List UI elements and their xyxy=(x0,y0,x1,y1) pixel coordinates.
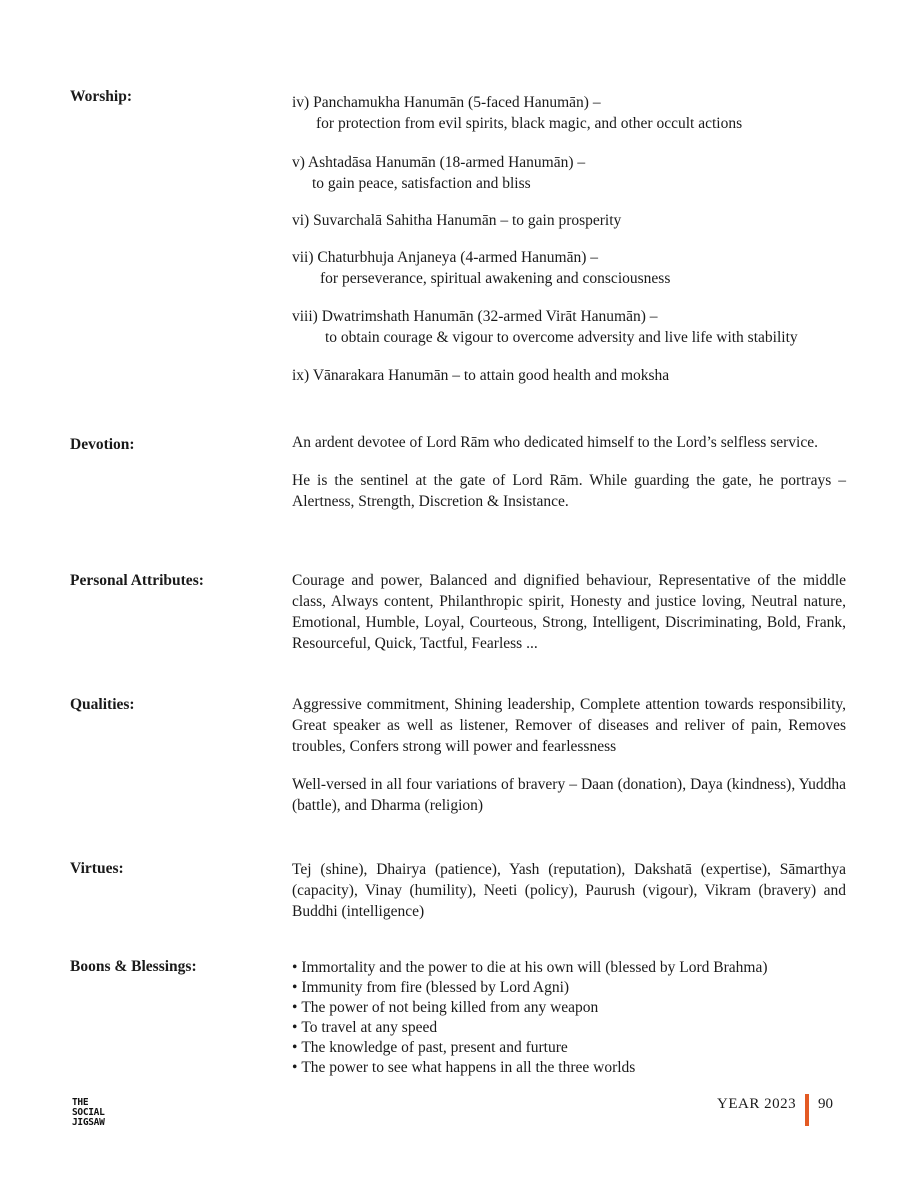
virtues-label: Virtues: xyxy=(70,860,124,877)
devotion-paragraph: He is the sentinel at the gate of Lord Rām. While guarding the gate, he portrays – Alertness, Strength, Discretion & Insistance. xyxy=(292,472,846,510)
worship-item-title: viii) Dwatrimshath Hanumān (32-armed Virāt Hanumān) – xyxy=(292,308,658,325)
attributes-paragraph: Courage and power, Balanced and dignified behaviour, Representative of the middle class, Always content, Philanthropic spirit, Honesty and justice loving, Neutral nature, Emotional, Humble, Loyal, Courteous, Strong, Intelligent, Discriminating, Bold, Frank, Resourceful, Quick, Tactful, Fearless ... xyxy=(292,572,846,652)
worship-item-title: vi) Suvarchalā Sahitha Hanumān – to gain prosperity xyxy=(292,212,622,229)
personal-attributes-text xyxy=(292,570,846,654)
devotion-paragraph: An ardent devotee of Lord Rām who dedicated himself to the Lord’s selfless service. xyxy=(292,434,818,451)
list-item: • The knowledge of past, present and furture xyxy=(292,1038,768,1058)
worship-item xyxy=(292,306,798,348)
worship-label: Worship: xyxy=(70,88,133,105)
worship-item-desc: for protection from evil spirits, black magic, and other occult actions xyxy=(316,115,743,132)
devotion-label: Devotion: xyxy=(70,436,135,453)
worship-item-title: ix) Vānarakara Hanumān – to attain good health and moksha xyxy=(292,367,670,384)
list-item: • To travel at any speed xyxy=(292,1018,768,1038)
virtues-paragraph: Tej (shine), Dhairya (patience), Yash (reputation), Dakshatā (expertise), Sāmarthya (capacity), Vinay (humility), Neeti (policy), Paurush (vigour), Vikram (bravery) and Buddhi (intelligence) xyxy=(292,861,846,920)
worship-item-title: vii) Chaturbhuja Anjaneya (4-armed Hanumān) – xyxy=(292,249,599,266)
worship-item-title: iv) Panchamukha Hanumān (5-faced Hanumān) – xyxy=(292,94,601,111)
devotion-text xyxy=(292,432,846,512)
page-number: 90 xyxy=(818,1096,833,1112)
qualities-paragraph: Aggressive commitment, Shining leadership, Complete attention towards responsibility, Great speaker as well as listener, Remover of diseases and reliver of pain, Removes troubles, Confers strong will power and fearlessness xyxy=(292,696,846,755)
virtues-text xyxy=(292,859,846,922)
logo-line: SOCIAL xyxy=(72,1107,105,1118)
list-item: • Immunity from fire (blessed by Lord Agni) xyxy=(292,978,768,998)
worship-item xyxy=(292,152,585,194)
worship-item xyxy=(292,92,742,134)
list-item: • The power to see what happens in all the three worlds xyxy=(292,1058,768,1078)
worship-item xyxy=(292,247,670,289)
worship-item-desc: to obtain courage & vigour to overcome adversity and live life with stability xyxy=(325,329,798,346)
qualities-paragraph: Well-versed in all four variations of bravery – Daan (donation), Daya (kindness), Yuddha (battle), and Dharma (religion) xyxy=(292,776,846,814)
list-item: • Immortality and the power to die at his own will (blessed by Lord Brahma) xyxy=(292,958,768,978)
logo-line: THE xyxy=(72,1097,89,1108)
personal-attributes-label: Personal Attributes: xyxy=(70,572,204,589)
qualities-text xyxy=(292,694,846,816)
footer-year: YEAR 2023 xyxy=(717,1096,797,1112)
worship-item xyxy=(292,365,669,386)
worship-item-desc: for perseverance, spiritual awakening and consciousness xyxy=(320,270,671,287)
worship-item-desc: to gain peace, satisfaction and bliss xyxy=(312,175,531,192)
worship-item-title: v) Ashtadāsa Hanumān (18-armed Hanumān) – xyxy=(292,154,586,171)
boons-label: Boons & Blessings: xyxy=(70,958,197,975)
list-item: • The power of not being killed from any weapon xyxy=(292,998,768,1018)
logo-line: JIGSAW xyxy=(72,1117,105,1128)
qualities-label: Qualities: xyxy=(70,696,135,713)
footer-accent-bar xyxy=(805,1094,809,1126)
worship-item xyxy=(292,210,621,231)
boons-list xyxy=(292,958,768,1078)
social-jigsaw-logo xyxy=(72,1098,112,1128)
boons-bullets xyxy=(292,958,768,1078)
